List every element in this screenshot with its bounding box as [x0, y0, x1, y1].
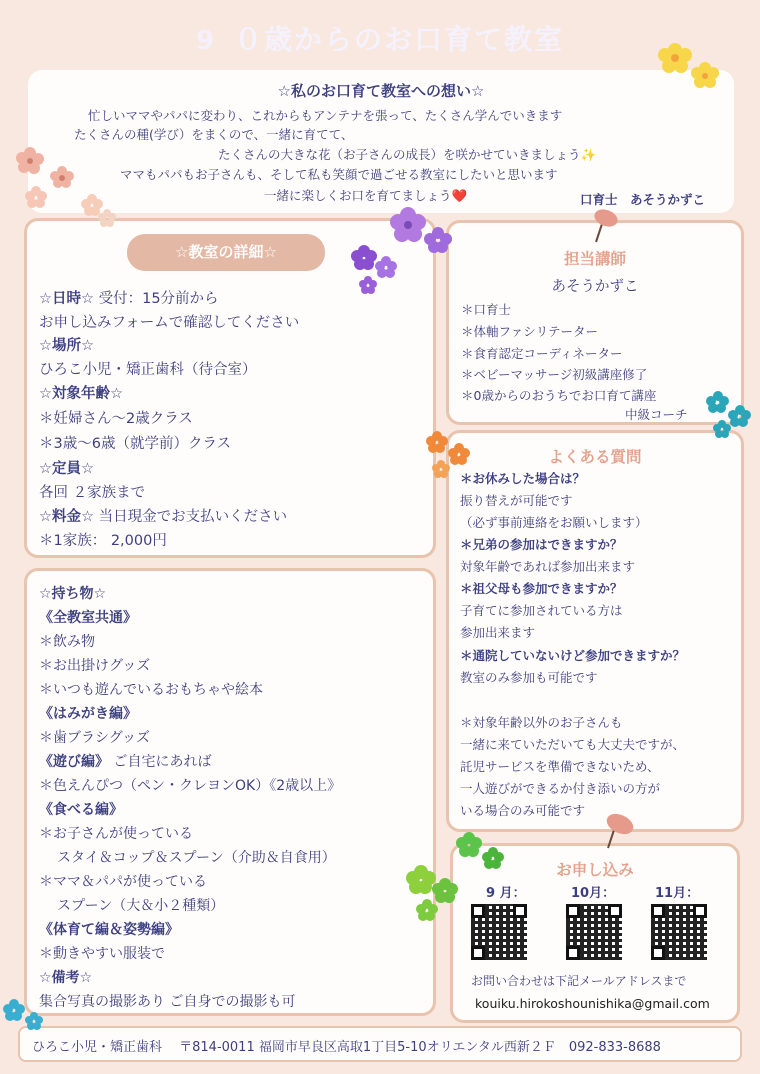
items-entry: スタイ＆コップ＆スプーン（介助＆自食用） — [57, 850, 336, 866]
faq-answer: 振り替えが可能です — [460, 493, 573, 508]
place-label: ☆場所☆ — [39, 338, 94, 354]
fee-label: ☆料金☆ — [39, 509, 94, 525]
faq-heading: よくある質問 — [548, 448, 642, 466]
faq-note: 託児サービスを準備できないため、 — [460, 759, 660, 774]
remarks-heading: ☆備考☆ — [39, 970, 93, 986]
items-entry: ＊いつも遊んでいるおもちゃや絵本 — [39, 682, 263, 698]
items-card — [24, 568, 436, 1016]
faq-answer: 子育てに参加されている方は — [460, 603, 623, 618]
qual-suffix: 中級コーチ — [625, 407, 688, 422]
faq-answer: 参加出来ます — [460, 625, 536, 640]
faq-question: ＊お休みした場合は？ — [460, 471, 586, 486]
qual-item: ＊0歳からのおうちでお口育て講座 — [461, 388, 657, 403]
qual-item: ＊口育士 — [461, 302, 512, 317]
intro-signature: 口育士 あそうかずこ — [580, 192, 706, 207]
items-category: 《はみがき編》 — [39, 706, 137, 722]
fee-value: 当日現金でお支払いください — [94, 509, 288, 525]
items-category: 《食べる編》 — [39, 802, 123, 818]
items-entry: ＊飲み物 — [39, 634, 95, 650]
qr-code-october[interactable] — [566, 904, 622, 960]
time-label: ☆日時☆ — [39, 291, 94, 307]
items-entry: ＊お出掛けグッズ — [39, 658, 151, 674]
teacher-heading: 担当講師 — [563, 250, 626, 268]
remarks-text: 集合写真の撮影あり ご自身での撮影も可 — [39, 994, 296, 1010]
qual-item: ＊体軸ファシリテーター — [461, 324, 599, 339]
faq-note: ＊対象年齢以外のお子さんも — [460, 715, 623, 730]
page-title — [0, 18, 760, 58]
month-label: 10月： — [571, 886, 616, 901]
fee-line — [39, 505, 287, 526]
time-value: 受付：15分前から — [94, 291, 219, 307]
faq-answer: 対象年齢であれば参加出来ます — [460, 559, 636, 574]
faq-question: ＊兄弟の参加はできますか？ — [460, 537, 623, 552]
details-heading: ☆教室の詳細☆ — [127, 234, 325, 271]
qual-item: ＊食育認定コーディネーター — [461, 346, 623, 361]
qr-code-november[interactable] — [651, 904, 707, 960]
intro-card — [28, 70, 734, 213]
items-play-line — [39, 751, 211, 771]
faq-card — [446, 430, 744, 832]
page-number: 9 — [195, 26, 217, 56]
push-pin-icon — [588, 206, 622, 248]
purple-flowers-icon — [350, 205, 460, 295]
blue-flowers-icon — [0, 996, 50, 1036]
items-entry: ＊歯ブラシグッズ — [39, 730, 151, 746]
email-link[interactable]: kouiku.hirokoshounishika@gmail.com — [475, 996, 710, 1011]
capacity-value: 各回 ２家族まで — [39, 485, 146, 501]
intro-heading: ☆私のお口育て教室への想い☆ — [277, 82, 485, 100]
faq-question: ＊通院していないけど参加できますか？ — [460, 648, 686, 663]
age-item: ＊妊婦さん〜2歳クラス — [39, 411, 193, 427]
faq-question: ＊祖父母も参加できますか？ — [460, 581, 623, 596]
pink-flowers-icon — [12, 145, 122, 235]
items-category: 《遊び編》 — [39, 754, 109, 770]
faq-note: いる場合のみ可能です — [460, 803, 586, 818]
faq-answer: （必ず事前連絡をお願いします） — [460, 515, 648, 530]
items-note: ご自宅にあれば — [109, 754, 212, 770]
faq-note: 一緒に来ていただいても大丈夫ですが、 — [460, 737, 686, 752]
teacher-name: あそうかずこ — [551, 279, 639, 295]
apply-heading: お申し込み — [556, 861, 634, 879]
title-text: ０歳からのお口育て教室 — [234, 23, 565, 56]
inquiry-text: お問い合わせは下記メールアドレスまで — [471, 974, 687, 988]
age-label: ☆対象年齢☆ — [39, 386, 123, 402]
teal-flowers-icon — [700, 390, 756, 438]
footer-text: ひろこ小児・矯正歯科 〒814-0011 福岡市早良区高取1丁目5-10オリエンタル西新２Ｆ 092-833-8688 — [32, 1040, 661, 1055]
items-category: 《体育て編＆姿勢編》 — [39, 922, 179, 938]
month-label: 9 月： — [486, 886, 526, 901]
push-pin-icon — [598, 812, 638, 854]
faq-note: 一人遊びができるか付き添いの方が — [460, 781, 661, 796]
items-entry: ＊ママ＆パパが使っている — [39, 874, 207, 890]
intro-line: ママもパパもお子さんも、そして私も笑顔で過ごせる教室にしたいと思います — [120, 167, 558, 182]
items-entry: ＊色えんぴつ（ペン・クレヨンOK）《2歳以上》 — [39, 778, 342, 794]
yellow-flowers-icon — [655, 38, 725, 96]
items-entry: スプーン（大＆小２種類） — [57, 898, 225, 914]
items-entry: ＊お子さんが使っている — [39, 826, 193, 842]
qual-item: ＊ベビーマッサージ初級講座修了 — [461, 367, 648, 382]
time-line — [39, 287, 219, 308]
intro-line: たくさんの大きな花（お子さんの成長）を咲かせていきましょう✨ — [218, 147, 597, 162]
green-flowers-icon — [405, 830, 505, 925]
footer-bar — [18, 1026, 742, 1062]
items-entry: ＊動きやすい服装で — [39, 946, 165, 962]
intro-line: 一緒に楽しくお口を育てましょう❤️ — [264, 188, 468, 203]
orange-flowers-icon — [425, 428, 475, 478]
month-label: 11月： — [655, 886, 700, 901]
fee-amount: ＊1家族： 2,000円 — [39, 533, 167, 549]
items-heading: ☆持ち物☆ — [39, 586, 107, 602]
time-note: お申し込みフォームで確認してください — [39, 315, 300, 331]
faq-answer: 教室のみ参加も可能です — [460, 670, 598, 685]
intro-line: たくさんの種(学び）をまくので、一緒に育てて、 — [74, 127, 354, 142]
items-category: 《全教室共通》 — [39, 610, 137, 626]
capacity-label: ☆定員☆ — [39, 461, 94, 477]
place-value: ひろこ小児・矯正歯科（待合室） — [39, 362, 257, 378]
age-item: ＊3歳〜6歳（就学前）クラス — [39, 436, 232, 452]
intro-line: 忙しいママやパパに変わり、これからもアンテナを張って、たくさん学んでいきます — [88, 108, 563, 123]
